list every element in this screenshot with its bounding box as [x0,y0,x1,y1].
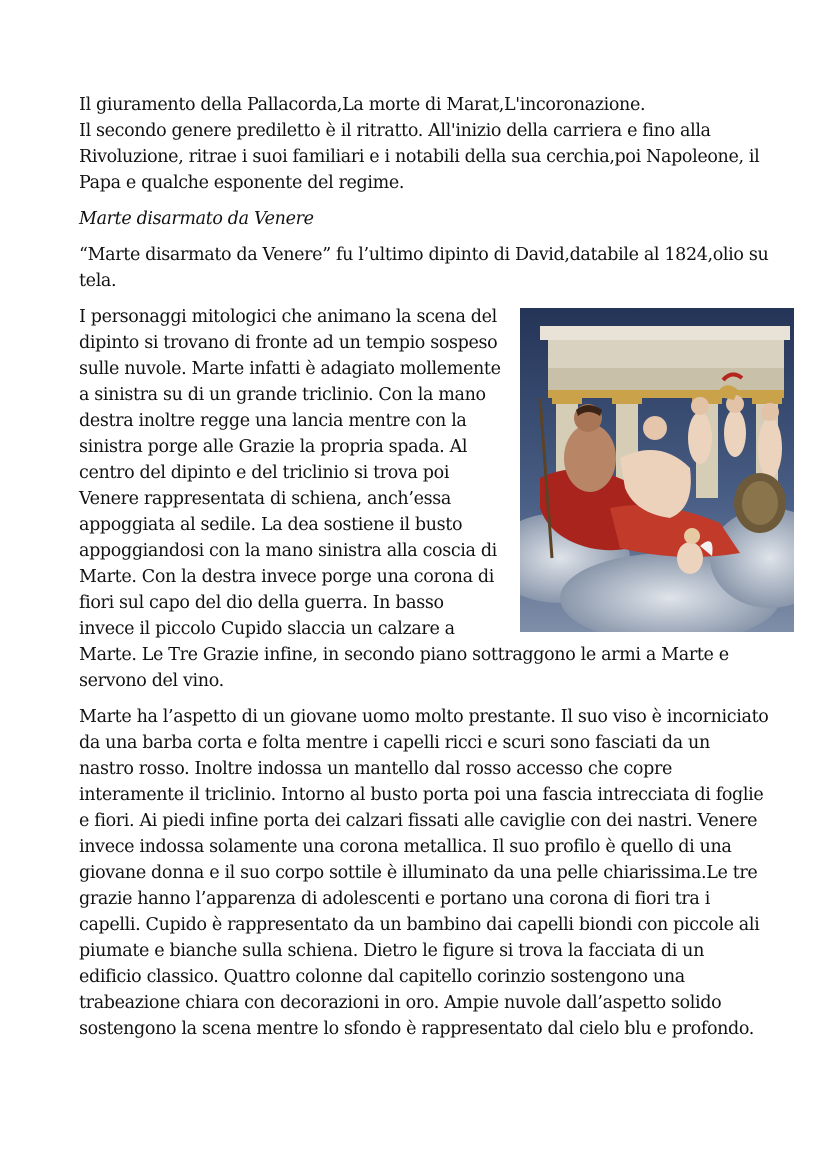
description-paragraph: I personaggi mitologici che animano la scena del dipinto si trovano di fronte ad un tempio sospeso sulle nuvole. Marte infatti è adagiato mollemente a sinistra su di un grande triclinio. Con la mano destra inoltre regge una lancia mentre con la sinistra porge alle Grazie la propria spada. Al centro del dipinto e del triclinio si trova poi Venere rappresentata di schiena, anch’essa appoggiata al sedile. La dea sostiene il busto appoggiandosi con la mano sinistra alla coscia di Marte. Con la destra invece porge una corona di fiori sul capo del dio della guerra. In basso invece il piccolo Cupido slaccia un calzare a Marte. Le Tre Grazie infine, in secondo piano sottraggono le armi a Marte e servono del vino. [79,307,729,691]
section-title: Marte disarmato da Venere [79,209,314,229]
intro-line-2: Il secondo genere prediletto è il ritratto. All'inizio della carriera e fino alla Rivoluzione, ritrae i suoi familiari e i notabili della sua cerchia,poi Napoleone, il Papa e qualche esponente del regime. [79,121,760,193]
analysis-paragraph: Marte ha l’aspetto di un giovane uomo molto prestante. Il suo viso è incorniciato da una barba corta e folta mentre i capelli ricci e scuri sono fasciati da un nastro rosso. Inoltre indossa un mantello dal rosso accesso che copre interamente il triclinio. Intorno al busto porta poi una fascia intrecciata di foglie e fiori. Ai piedi infine porta dei calzari fissati alle caviglie con dei nastri. Venere invece indossa solamente una corona metallica. Il suo profilo è quello di una giovane donna e il suo corpo sottile è illuminato da una pelle chiarissima.Le tre grazie hanno l’apparenza di adolescenti e portano una corona di fiori tra i capelli. Cupido è rappresentato da un bambino dai capelli biondi con piccole ali piumate e bianche sulla schiena. Dietro le figure si trova la facciata di un edificio classico. Quattro colonne dal capitello corinzio sostengono una trabeazione chiara con decorazioni in oro. Ampie nuvole dall’aspetto solido sostengono la scena mentre lo sfondo è rappresentato dal cielo blu e profondo. [79,707,769,1039]
document-page [79,92,769,1042]
painting-image [520,308,794,632]
intro-line-1: Il giuramento della Pallacorda,La morte di Marat,L'incoronazione. [79,95,646,115]
intro-paragraph [79,92,769,196]
painting-illustration [520,308,794,632]
lead-paragraph: “Marte disarmato da Venere” fu l’ultimo dipinto di David,databile al 1824,olio su tela. [79,245,769,291]
